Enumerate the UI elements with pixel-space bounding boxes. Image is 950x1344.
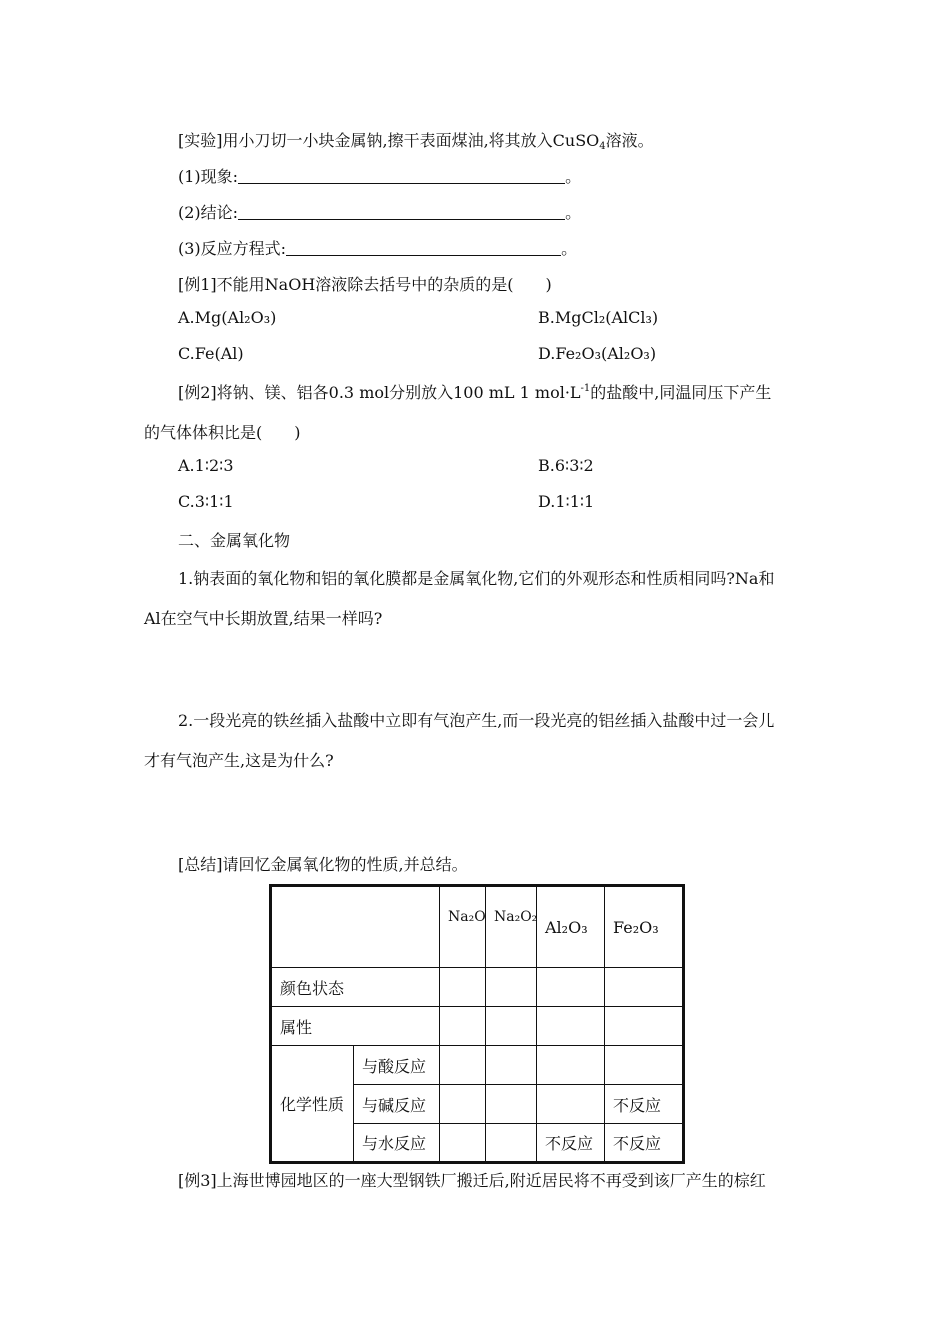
summary-intro: [总结]请回忆金属氧化物的性质,并总结。	[178, 855, 468, 874]
header-al2o3: Al₂O₃	[537, 886, 605, 968]
experiment-q2: (2)结论: 。	[178, 203, 582, 222]
header-na2o: Na₂O	[440, 886, 486, 968]
answer-blank[interactable]	[238, 167, 565, 184]
experiment-intro: [实验]用小刀切一小块金属钠,擦干表面煤油,将其放入CuSO$_4$溶液。	[178, 131, 654, 152]
header-na2o2: Na₂O₂	[486, 886, 537, 968]
example2-stem-line2: 的气体体积比是( )	[144, 423, 301, 442]
question1-line1: 1.钠表面的氧化物和铝的氧化膜都是金属氧化物,它们的外观形态和性质相同吗?Na和	[178, 569, 775, 588]
example2-stem: [例2]将钠、镁、铝各0.3 mol分别放入100 mL 1 $mol\cdot L^{-1}$的盐酸中,同温同压下产生	[178, 383, 772, 402]
table-cell[interactable]	[440, 1124, 486, 1163]
subrow-label-water: 与水反应	[354, 1124, 440, 1163]
example1-option-a: A.Mg(Al₂O₃)	[178, 308, 277, 327]
example1-option-b: B.MgCl₂(AlCl₃)	[538, 308, 659, 327]
table-cell[interactable]	[486, 1124, 537, 1163]
table-cell[interactable]	[486, 1085, 537, 1124]
table-cell[interactable]	[486, 1007, 537, 1046]
table-cell[interactable]	[537, 968, 605, 1007]
answer-blank[interactable]	[286, 239, 561, 256]
question2-line2: 才有气泡产生,这是为什么?	[144, 751, 334, 770]
example2-option-b: B.6∶3∶2	[538, 456, 594, 475]
table-cell[interactable]	[605, 968, 684, 1007]
row-label-property: 属性	[271, 1007, 440, 1046]
table-cell[interactable]	[486, 1046, 537, 1085]
row-label-chemical-property: 化学性质	[271, 1046, 354, 1163]
answer-blank[interactable]	[238, 203, 565, 220]
table-cell[interactable]	[440, 1007, 486, 1046]
experiment-q3: (3)反应方程式: 。	[178, 239, 578, 258]
example1-stem: [例1]不能用NaOH溶液除去括号中的杂质的是( )	[178, 275, 552, 294]
example2-option-c: C.3∶1∶1	[178, 492, 234, 511]
table-corner-cell	[271, 886, 440, 968]
example1-option-d: D.Fe₂O₃(Al₂O₃)	[538, 344, 657, 363]
table-cell[interactable]	[537, 1046, 605, 1085]
table-cell[interactable]	[537, 1085, 605, 1124]
cell-fe2o3-water: 不反应	[605, 1124, 684, 1163]
cell-al2o3-water: 不反应	[537, 1124, 605, 1163]
table-cell[interactable]	[440, 968, 486, 1007]
section-heading: 二、金属氧化物	[178, 531, 291, 550]
table-cell[interactable]	[537, 1007, 605, 1046]
table-cell[interactable]	[605, 1007, 684, 1046]
example2-option-d: D.1∶1∶1	[538, 492, 595, 511]
cell-fe2o3-base: 不反应	[605, 1085, 684, 1124]
example1-option-c: C.Fe(Al)	[178, 344, 244, 363]
example2-option-a: A.1∶2∶3	[178, 456, 234, 475]
table-cell[interactable]	[440, 1046, 486, 1085]
experiment-q1: (1)现象: 。	[178, 167, 582, 186]
question1-line2: Al在空气中长期放置,结果一样吗?	[144, 609, 383, 628]
row-label-color-state: 颜色状态	[271, 968, 440, 1007]
subrow-label-base: 与碱反应	[354, 1085, 440, 1124]
table-cell[interactable]	[440, 1085, 486, 1124]
oxide-properties-table	[269, 884, 685, 1164]
table-cell[interactable]	[486, 968, 537, 1007]
question2-line1: 2.一段光亮的铁丝插入盐酸中立即有气泡产生,而一段光亮的铝丝插入盐酸中过一会儿	[178, 711, 775, 730]
table-cell[interactable]	[605, 1046, 684, 1085]
subrow-label-acid: 与酸反应	[354, 1046, 440, 1085]
example3-stem: [例3]上海世博园地区的一座大型钢铁厂搬迁后,附近居民将不再受到该厂产生的棕红	[178, 1171, 766, 1190]
header-fe2o3: Fe₂O₃	[605, 886, 684, 968]
